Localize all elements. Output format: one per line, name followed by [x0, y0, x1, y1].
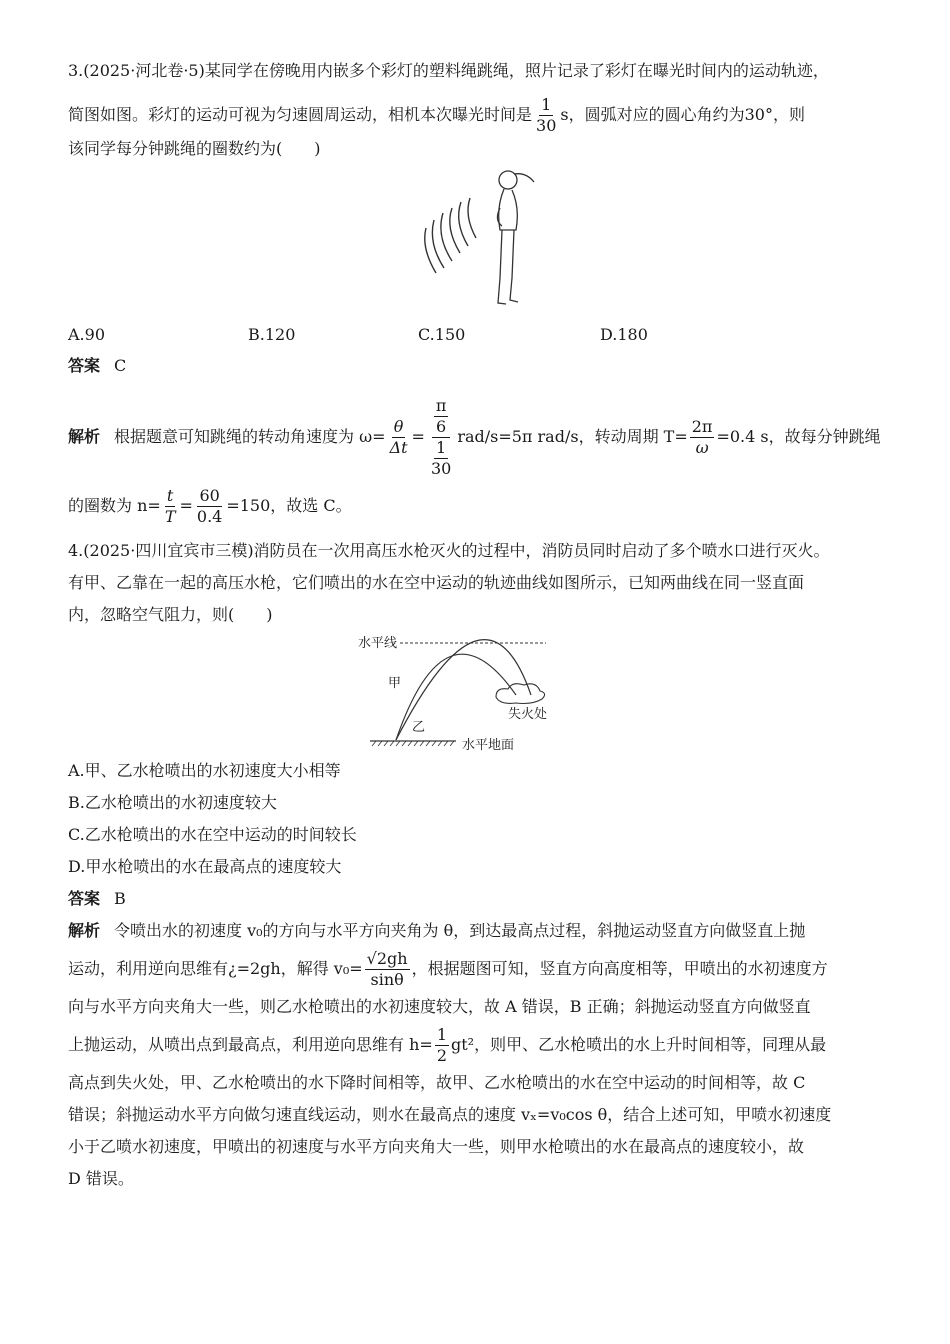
q3-analysis-line1: 解析 根据题意可知跳绳的转动角速度为 ω= $\frac{\theta}{\Delta t}$ = $\frac{\frac{\pi}{6}}{\frac{1}{30}}$ rad/s=5π rad/s，转动周期 T= $\frac{2\pi}{\omega}$ =0.4 s，故每分钟跳绳: [68, 395, 881, 478]
q3-line2: 简图如图。彩灯的运动可视为匀速圆周运动，相机本次曝光时间是 $\frac{1}{30}$ s，圆弧对应的圆心角约为30°，则: [68, 94, 805, 135]
q4-analysis-line6: 错误；斜抛运动水平方向做匀速直线运动，则水在最高点的速度 vₓ=v₀cos θ，结合上述可知，甲喷水初速度: [68, 1105, 832, 1124]
fire-label: 失火处: [507, 706, 547, 721]
ground-hatching: [372, 741, 454, 746]
q4-analysis-line5: 高点到失火处，甲、乙水枪喷出的水下降时间相等，故甲、乙水枪喷出的水在空中运动的时间相等，故 C: [68, 1073, 806, 1092]
q4-option-d: D.甲水枪喷出的水在最高点的速度较大: [68, 857, 342, 876]
light-trail: [432, 220, 444, 268]
q4-option-a: A.甲、乙水枪喷出的水初速度大小相等: [68, 761, 341, 780]
light-trail: [458, 202, 467, 246]
q3-option-b: B.120: [248, 324, 296, 344]
water-jet-figure: [356, 635, 596, 755]
q3-answer: 答案 C: [68, 356, 127, 375]
q3-line1: 3.(2025·河北卷·5)某同学在傍晚用内嵌多个彩灯的塑料绳跳绳，照片记录了彩灯在曝光时间内的运动轨迹，: [68, 61, 829, 80]
q3-option-d: D.180: [600, 324, 648, 344]
q3-analysis-line2: 的圈数为 n= $\frac{t}{T}$ = $\frac{60}{0.4}$ =150，故选 C。: [68, 485, 352, 526]
horizontal-line-label: 水平线: [357, 635, 397, 650]
q4-analysis-line2: 运动，利用逆向思维有¿=2gh，解得 v₀= $\frac{√2gh}{\sin\theta}$ ，根据题图可知，竖直方向高度相等，甲喷出的水初速度方: [68, 948, 828, 989]
light-trail: [424, 228, 435, 273]
q4-analysis-line7: 小于乙喷水初速度，甲喷出的初速度与水平方向夹角大一些，则甲水枪喷出的水在最高点的速度较小，故: [68, 1137, 805, 1156]
q4-line1: 4.(2025·四川宜宾市三模)消防员在一次用高压水枪灭火的过程中，消防员同时启动了多个喷水口进行灭火。: [68, 541, 830, 560]
fire-cloud-icon: [496, 684, 545, 704]
q4-option-b: B.乙水枪喷出的水初速度较大: [68, 793, 277, 812]
q3-option-a: A.90: [68, 324, 105, 344]
jump-rope-figure: [376, 168, 576, 313]
q4-analysis-line1: 解析 令喷出水的初速度 v₀的方向与水平方向夹角为 θ，到达最高点过程，斜抛运动竖直方向做竖直上抛: [68, 921, 806, 940]
q3-line3: 该同学每分钟跳绳的圈数约为( ): [68, 139, 321, 158]
light-trail: [468, 198, 476, 238]
q4-line3: 内，忽略空气阻力，则( ): [68, 605, 273, 624]
jumper-person: [497, 171, 534, 304]
q4-answer: 答案 B: [68, 889, 126, 908]
q4-analysis-line3: 向与水平方向夹角大一些，则乙水枪喷出的水初速度较大，故 A 错误，B 正确；斜抛运动竖直方向做竖直: [68, 997, 811, 1016]
yi-label: 乙: [411, 719, 425, 734]
exposure-fraction: $\frac{1}{30}$: [536, 94, 557, 135]
q4-analysis-line8: D 错误。: [68, 1169, 134, 1188]
document-page: [68, 60, 883, 1195]
q4-analysis-line4: 上抛运动，从喷出点到最高点，利用逆向思维有 h= $\frac{1}{2}$ gt²，则甲、乙水枪喷出的水上升时间相等，同理从最: [68, 1024, 827, 1065]
q4-option-c: C.乙水枪喷出的水在空中运动的时间较长: [68, 825, 357, 844]
ground-label: 水平地面: [461, 737, 514, 752]
q3-options: [68, 321, 883, 347]
jia-label: 甲: [387, 675, 401, 690]
q4-line2: 有甲、乙靠在一起的高压水枪，它们喷出的水在空中运动的轨迹曲线如图所示，已知两曲线在同一竖直面: [68, 573, 805, 592]
q3-option-c: C.150: [418, 324, 466, 344]
